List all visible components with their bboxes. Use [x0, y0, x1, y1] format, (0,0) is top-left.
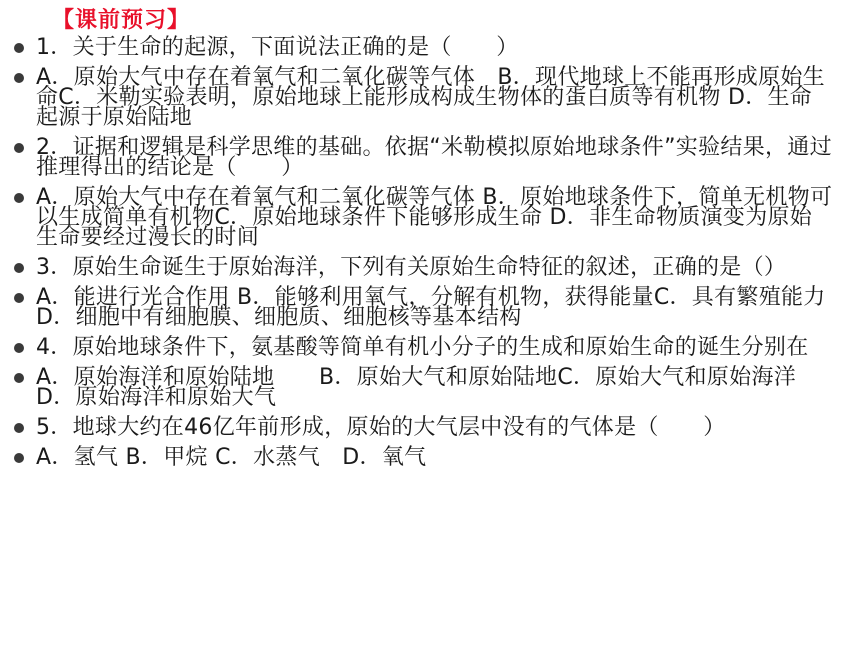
question-3-options: A．能进行光合作用 B．能够利用氧气，分解有机物，获得能量C．具有繁殖能力 D．细胞中有细胞膜、细胞质、细胞核等基本结构: [36, 285, 833, 330]
bullet-icon: [14, 293, 24, 303]
question-5-text: 5．地球大约在46亿年前形成，原始的大气层中没有的气体是（ ）: [36, 415, 726, 440]
bullet-icon: [14, 43, 24, 53]
bullet-icon: [14, 423, 24, 433]
question-2-options: A．原始大气中存在着氧气和二氧化碳等气体 B．原始地球条件下，简单无机物可以生成简单有机物C．原始地球条件下能够形成生命 D．非生命物质演变为原始生命要经过漫长的时间: [36, 185, 833, 250]
list-item: [0, 255, 860, 280]
bullet-icon: [14, 453, 24, 463]
list-item: [0, 185, 860, 250]
question-1-text: 1．关于生命的起源，下面说法正确的是（ ）: [36, 35, 519, 60]
bullet-icon: [14, 193, 24, 203]
list-item: [0, 285, 860, 330]
list-item: [0, 135, 860, 180]
bullet-icon: [14, 343, 24, 353]
question-list: [0, 35, 860, 478]
bullet-icon: [14, 373, 24, 383]
question-5-options: A．氢气 B．甲烷 C．水蒸气 D．氧气: [36, 445, 427, 470]
question-1-options: A．原始大气中存在着氧气和二氧化碳等气体 B．现代地球上不能再形成原始生命C．米勒实验表明，原始地球上能形成构成生物体的蛋白质等有机物 D．生命起源于原始陆地: [36, 65, 825, 130]
bullet-icon: [14, 73, 24, 83]
question-4-text: 4．原始地球条件下，氨基酸等简单有机小分子的生成和原始生命的诞生分别在: [36, 335, 809, 360]
bullet-icon: [14, 263, 24, 273]
question-2-text: 2．证据和逻辑是科学思维的基础。依据“米勒模拟原始地球条件”实验结果，通过推理得出的结论是（ ）: [36, 135, 832, 180]
section-heading: 【课前预习】: [52, 8, 191, 33]
question-4-options: A．原始海洋和原始陆地 B．原始大气和原始陆地C．原始大气和原始海洋D．原始海洋和原始大气: [36, 365, 797, 410]
list-item: [0, 415, 860, 440]
list-item: [0, 445, 860, 470]
question-3-text: 3．原始生命诞生于原始海洋，下列有关原始生命特征的叙述，正确的是（）: [36, 255, 787, 280]
bullet-icon: [14, 143, 24, 153]
list-item: [0, 35, 860, 60]
list-item: [0, 335, 860, 360]
list-item: [0, 365, 860, 410]
list-item: [0, 65, 860, 130]
